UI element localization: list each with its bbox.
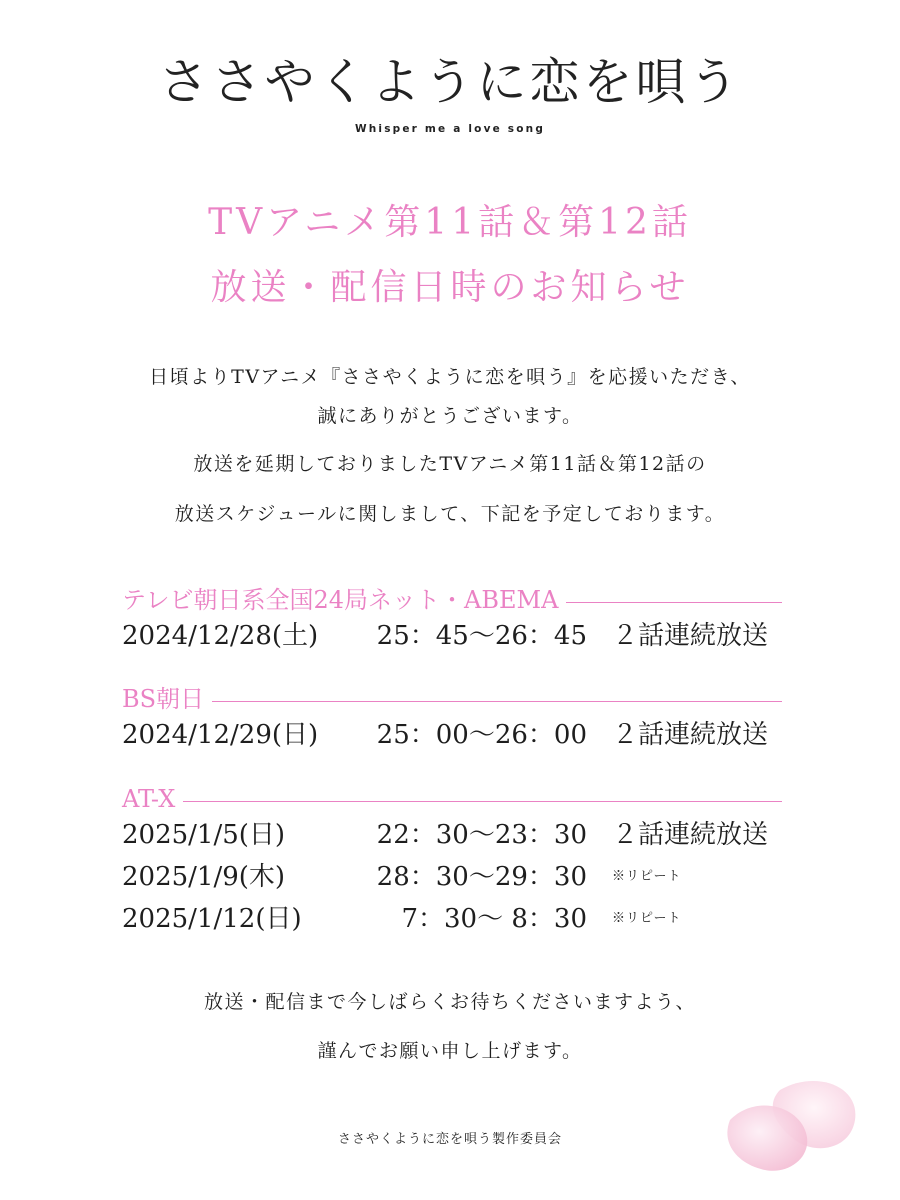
section-divider bbox=[566, 602, 782, 603]
section-header bbox=[122, 684, 782, 714]
schedule-row bbox=[122, 615, 782, 657]
intro-line-3: 放送を延期しておりましたTVアニメ第11話＆第12話の bbox=[193, 453, 707, 475]
broadcast-note: ※リピート bbox=[612, 911, 682, 926]
section-label: テレビ朝日系全国24局ネット・ABEMA bbox=[122, 586, 559, 614]
broadcast-date: 2025/1/9(木) bbox=[122, 862, 286, 892]
schedule-section-at-x bbox=[122, 784, 782, 940]
closing-line-1: 放送・配信まで今しばらくお待ちくださいますよう、 bbox=[203, 991, 696, 1013]
section-divider bbox=[212, 701, 782, 702]
footer-credit: ささやくように恋を唄う製作委員会 bbox=[337, 1132, 562, 1147]
broadcast-time: 22：30～23：30 bbox=[376, 820, 587, 850]
broadcast-date: 2024/12/29(日) bbox=[122, 720, 319, 750]
intro-line-4: 放送スケジュールに関しまして、下記を予定しております。 bbox=[174, 503, 726, 525]
closing-line-2: 謹んでお願い申し上げます。 bbox=[317, 1040, 583, 1062]
broadcast-time: 28：30～29：30 bbox=[376, 862, 587, 892]
logo-title: ささやくように恋を唄う bbox=[158, 53, 742, 111]
schedule-row bbox=[122, 898, 782, 940]
schedule-row bbox=[122, 714, 782, 756]
schedule-row bbox=[122, 814, 782, 856]
broadcast-date: 2024/12/28(土) bbox=[122, 621, 319, 651]
headline-line-1: TVアニメ第11話＆第12話 bbox=[208, 202, 692, 243]
broadcast-time: 25：00～26：00 bbox=[376, 720, 587, 750]
broadcast-date: 2025/1/12(日) bbox=[122, 904, 302, 934]
broadcast-time: 7：30～ 8：30 bbox=[401, 904, 587, 934]
schedule-section-tv-asahi bbox=[122, 585, 782, 657]
broadcast-note: ２話連続放送 bbox=[612, 720, 769, 750]
broadcast-note: ２話連続放送 bbox=[612, 621, 769, 651]
headline-line-2: 放送・配信日時のお知らせ bbox=[210, 267, 690, 308]
section-label: BS朝日 bbox=[122, 685, 205, 713]
broadcast-time: 25：45～26：45 bbox=[376, 621, 587, 651]
intro-line-1: 日頃よりTVアニメ『ささやくように恋を唄う』を応援いただき、 bbox=[149, 366, 751, 388]
broadcast-note: ※リピート bbox=[612, 869, 682, 884]
logo-subtitle: Whisper me a love song bbox=[354, 123, 546, 135]
schedule-section-bs-asahi bbox=[122, 684, 782, 756]
petals-decoration bbox=[720, 1070, 870, 1180]
section-divider bbox=[183, 801, 782, 802]
broadcast-note: ２話連続放送 bbox=[612, 820, 769, 850]
section-label: AT-X bbox=[122, 785, 176, 813]
section-header bbox=[122, 585, 782, 615]
intro-line-2: 誠にありがとうございます。 bbox=[317, 405, 583, 427]
broadcast-date: 2025/1/5(日) bbox=[122, 820, 286, 850]
schedule-row bbox=[122, 856, 782, 898]
section-header bbox=[122, 784, 782, 814]
